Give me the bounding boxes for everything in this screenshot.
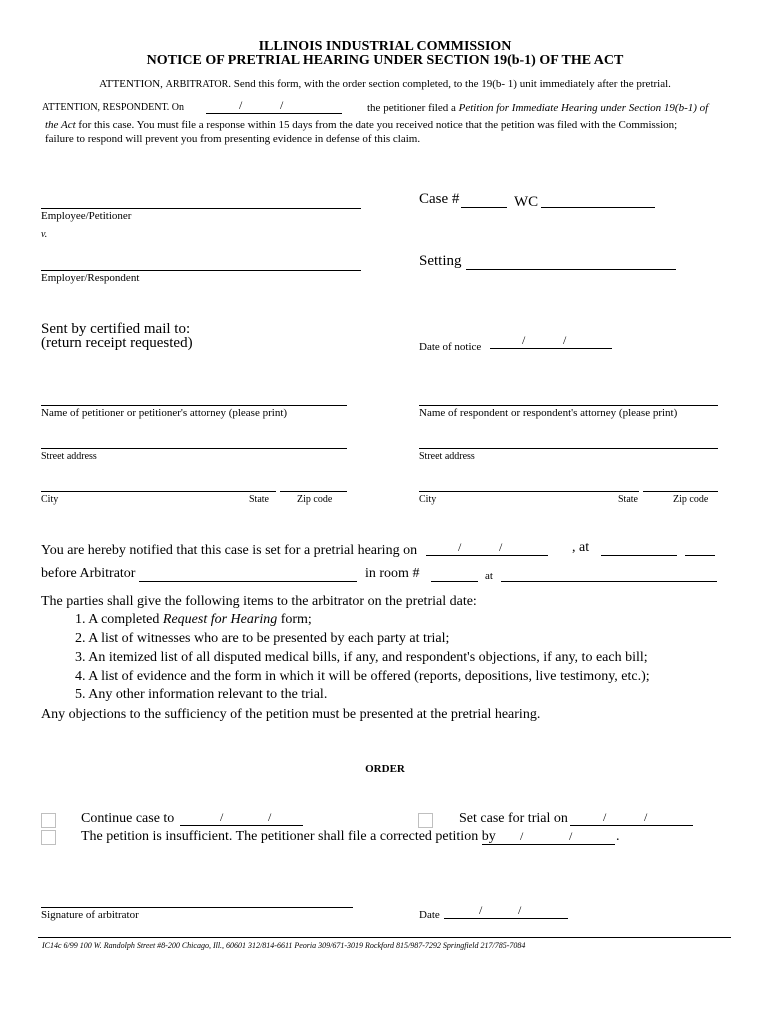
employee-petitioner-label: Employee/Petitioner xyxy=(41,210,132,222)
respondent-date-sep-2: / xyxy=(280,98,284,112)
item-4: 4. A list of evidence and the form in which it will be offered (reports, depositions, live testimony, etc.); xyxy=(75,669,650,684)
respondent-notice-line1 xyxy=(367,102,708,114)
respondent-notice-line2-text: for this case. You must file a response within 15 days from the date you received notice that the petition was filed with the Commission; xyxy=(75,119,678,131)
date-of-notice-field[interactable] xyxy=(490,334,612,349)
date-of-notice-label: Date of notice xyxy=(419,341,482,353)
respondent-notice-line3: failure to respond will prevent you from presenting evidence in defense of this claim. xyxy=(45,133,421,145)
item-2: 2. A list of witnesses who are to be presented by each party at trial; xyxy=(75,631,450,646)
petitioner-name-label: Name of petitioner or petitioner's attorney (please print) xyxy=(41,407,288,419)
signature-date-field[interactable] xyxy=(444,904,568,919)
respondent-city-state-field[interactable] xyxy=(419,477,639,492)
hearing-notified-text: You are hereby notified that this case is set for a pretrial hearing on xyxy=(41,543,418,558)
signature-date-label: Date xyxy=(419,909,440,921)
wc-number-field[interactable] xyxy=(541,193,655,208)
trial-date-sep-1: / xyxy=(603,810,607,824)
petition-insufficient-label: The petition is insufficient. The petitioner shall file a corrected petition by xyxy=(81,829,496,844)
objections-note: Any objections to the sufficiency of the petition must be presented at the pretrial hearing. xyxy=(41,707,541,722)
signature-date-sep-2: / xyxy=(518,903,522,917)
items-intro: The parties shall give the following items to the arbitrator on the pretrial date: xyxy=(41,594,477,609)
item-1 xyxy=(75,612,312,628)
form-title: ILLINOIS INDUSTRIAL COMMISSION xyxy=(258,39,512,54)
hearing-location-field[interactable] xyxy=(501,567,717,582)
corrected-date-sep-1: / xyxy=(520,829,524,843)
hearing-at-label: , at xyxy=(572,540,590,555)
corrected-period: . xyxy=(616,829,620,844)
respondent-notice-line2 xyxy=(45,119,677,131)
sent-by-mail-label: Sent by certified mail to: xyxy=(41,321,191,337)
respondent-filing-date-field[interactable] xyxy=(206,99,342,114)
respondent-state-label: State xyxy=(618,494,638,505)
continue-date-sep-1: / xyxy=(220,810,224,824)
notice-date-sep-1: / xyxy=(522,333,526,347)
item-1-suffix: form; xyxy=(277,612,312,627)
field-marker xyxy=(360,573,362,584)
set-trial-checkbox[interactable] xyxy=(418,813,433,828)
order-heading: ORDER xyxy=(365,763,405,775)
petitioner-zip-field[interactable] xyxy=(280,477,347,492)
petitioner-state-label: State xyxy=(249,494,269,505)
hearing-time-field[interactable] xyxy=(601,541,677,556)
continue-case-checkbox[interactable] xyxy=(41,813,56,828)
item-1-prefix: 1. A completed xyxy=(75,612,163,627)
petitioner-street-label: Street address xyxy=(41,451,97,462)
footer-divider xyxy=(38,937,731,938)
the-act-label: the Act xyxy=(45,119,76,131)
continue-case-label: Continue case to xyxy=(81,811,175,826)
petition-title: Petition for Immediate Hearing under Section 19(b-1) of xyxy=(458,102,709,114)
corrected-petition-date-field[interactable] xyxy=(482,830,615,845)
notice-date-sep-2: / xyxy=(563,333,567,347)
attention-arbitrator xyxy=(0,78,770,90)
before-arbitrator-label: before Arbitrator xyxy=(41,566,136,581)
form-subtitle: NOTICE OF PRETRIAL HEARING UNDER SECTION 19(b-1) OF THE ACT xyxy=(146,53,624,68)
case-number-field[interactable] xyxy=(461,193,507,208)
respondent-name-label: Name of respondent or respondent's attorney (please print) xyxy=(419,407,678,419)
versus-label: v. xyxy=(41,229,48,240)
hearing-date-sep-1: / xyxy=(458,540,462,554)
respondent-zip-label: Zip code xyxy=(673,494,709,505)
signature-date-sep-1: / xyxy=(479,903,483,917)
petitioner-street-field[interactable] xyxy=(41,434,347,449)
trial-date-field[interactable] xyxy=(570,811,693,826)
case-number-label: Case # xyxy=(419,191,460,207)
continue-date-sep-2: / xyxy=(268,810,272,824)
return-receipt-label: (return receipt requested) xyxy=(41,335,193,351)
respondent-zip-field[interactable] xyxy=(643,477,718,492)
employer-respondent-field[interactable] xyxy=(41,256,361,271)
petitioner-city-label: City xyxy=(41,494,59,505)
respondent-name-field[interactable] xyxy=(419,391,718,406)
respondent-city-label: City xyxy=(419,494,437,505)
trial-date-sep-2: / xyxy=(644,810,648,824)
item-5: 5. Any other information relevant to the trial. xyxy=(75,687,328,702)
arbitrator-signature-field[interactable] xyxy=(41,893,353,908)
petitioner-zip-label: Zip code xyxy=(297,494,333,505)
petitioner-city-state-field[interactable] xyxy=(41,477,276,492)
room-number-field[interactable] xyxy=(431,567,478,582)
employer-respondent-label: Employer/Respondent xyxy=(41,272,140,284)
petitioner-name-field[interactable] xyxy=(41,391,347,406)
respondent-date-sep-1: / xyxy=(239,98,243,112)
wc-label: WC xyxy=(514,194,539,210)
attention-arbitrator-text: . Send this form, with the order section completed, to the 19(b- 1) unit immediately after the pretrial. xyxy=(228,78,671,90)
respondent-notice-after-date: the petitioner filed a xyxy=(367,102,459,114)
respondent-street-field[interactable] xyxy=(419,434,718,449)
footer-address: IC14c 6/99 100 W. Randolph Street #8-200 Chicago, Ill., 60601 312/814-6611 Peoria 309/671-3019 Rockford 815/987-7292 Springfield 217/785-7084 xyxy=(42,941,526,950)
hearing-date-field[interactable] xyxy=(426,541,548,556)
request-for-hearing-title: Request for Hearing xyxy=(162,612,278,627)
room-label: in room # xyxy=(365,566,420,581)
location-at-label: at xyxy=(485,570,493,582)
signature-label: Signature of arbitrator xyxy=(41,909,139,921)
setting-field[interactable] xyxy=(466,255,676,270)
attention-respondent-prefix: ATTENTION, RESPONDENT. On xyxy=(42,102,185,113)
arbitrator-name-field[interactable] xyxy=(139,567,357,582)
continue-date-field[interactable] xyxy=(180,811,303,826)
employee-petitioner-field[interactable] xyxy=(41,194,361,209)
petition-insufficient-checkbox[interactable] xyxy=(41,830,56,845)
corrected-date-sep-2: / xyxy=(569,829,573,843)
attention-arbitrator-label: ARBITRATOR xyxy=(165,79,229,90)
attention-arbitrator-prefix: ATTENTION, xyxy=(99,78,166,90)
set-trial-label: Set case for trial on xyxy=(459,811,568,826)
respondent-street-label: Street address xyxy=(419,451,475,462)
hearing-ampm-field[interactable] xyxy=(685,541,715,556)
field-marker xyxy=(363,104,365,115)
hearing-date-sep-2: / xyxy=(499,540,503,554)
setting-label: Setting xyxy=(419,253,462,269)
item-3: 3. An itemized list of all disputed medical bills, if any, and respondent's objections, if any, to each bill; xyxy=(75,650,648,665)
